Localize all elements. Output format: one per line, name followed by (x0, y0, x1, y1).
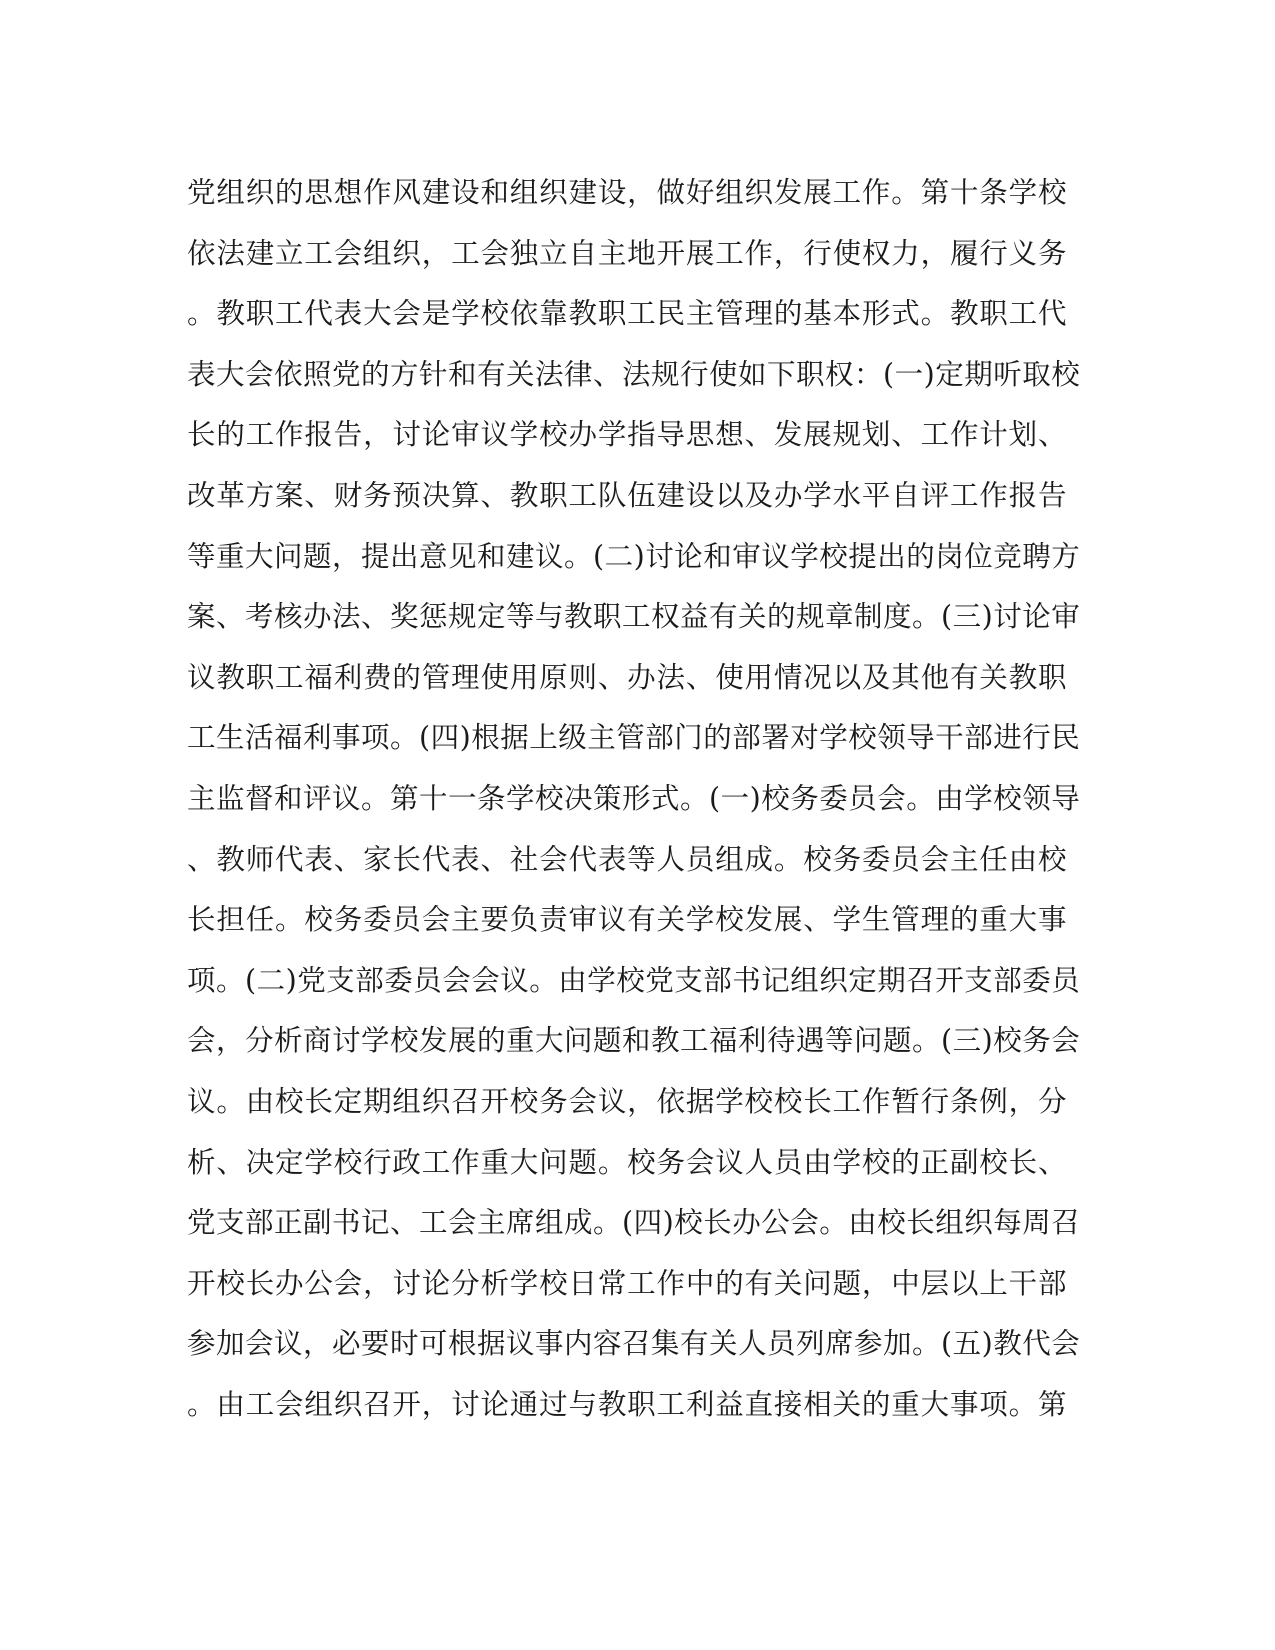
text-line: 。由工会组织召开，讨论通过与教职工利益直接相关的重大事项。第 (187, 1387, 1067, 1421)
text-line: 改革方案、财务预决算、教职工队伍建设以及办学水平自评工作报告 (187, 478, 1067, 512)
text-line: 。教职工代表大会是学校依靠教职工民主管理的基本形式。教职工代 (187, 297, 1067, 331)
text-line: 参加会议，必要时可根据议事内容召集有关人员列席参加。(五)教代会 (187, 1327, 1081, 1361)
text-line: 项。(二)党支部委员会会议。由学校党支部书记组织定期召开支部委员 (187, 963, 1081, 997)
text-line: 主监督和评议。第十一条学校决策形式。(一)校务委员会。由学校领导 (187, 781, 1081, 815)
text-line: 议。由校长定期组织召开校务会议，依据学校校长工作暂行条例，分 (187, 1084, 1067, 1118)
text-line: 、教师代表、家长代表、社会代表等人员组成。校务委员会主任由校 (187, 842, 1067, 876)
text-line: 会，分析商讨学校发展的重大问题和教工福利待遇等问题。(三)校务会 (187, 1024, 1081, 1058)
text-line: 表大会依照党的方针和有关法律、法规行使如下职权：(一)定期听取校 (187, 357, 1081, 391)
text-line: 等重大问题，提出意见和建议。(二)讨论和审议学校提出的岗位竞聘方 (187, 539, 1081, 573)
text-line: 长的工作报告，讨论审议学校办学指导思想、发展规划、工作计划、 (187, 418, 1067, 452)
text-line: 开校长办公会，讨论分析学校日常工作中的有关问题，中层以上干部 (187, 1266, 1067, 1300)
text-line: 议教职工福利费的管理使用原则、办法、使用情况以及其他有关教职 (187, 660, 1067, 694)
text-line: 析、决定学校行政工作重大问题。校务会议人员由学校的正副校长、 (187, 1145, 1067, 1179)
text-line: 案、考核办法、奖惩规定等与教职工权益有关的规章制度。(三)讨论审 (187, 600, 1081, 634)
text-line: 工生活福利事项。(四)根据上级主管部门的部署对学校领导干部进行民 (187, 721, 1081, 755)
text-line: 依法建立工会组织，工会独立自主地开展工作，行使权力，履行义务 (187, 236, 1067, 270)
text-line: 党组织的思想作风建设和组织建设，做好组织发展工作。第十条学校 (187, 176, 1067, 209)
text-line: 长担任。校务委员会主要负责审议有关学校发展、学生管理的重大事 (187, 903, 1067, 937)
body-text (187, 163, 1081, 1435)
text-line: 党支部正副书记、工会主席组成。(四)校长办公会。由校长组织每周召 (187, 1206, 1081, 1240)
